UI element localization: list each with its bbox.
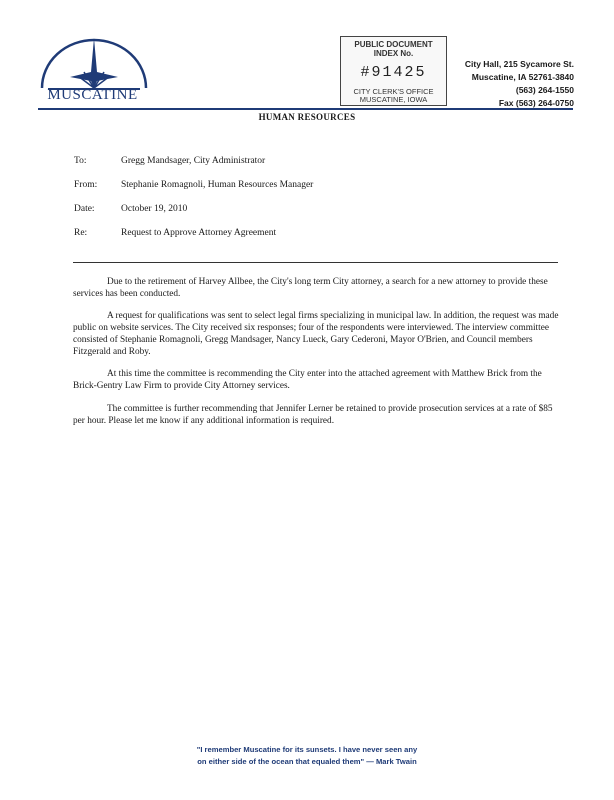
stamp-title-line-1: PUBLIC DOCUMENT [354, 40, 433, 49]
stamp-title [341, 40, 446, 58]
address-line-1: City Hall, 215 Sycamore St. [464, 59, 574, 69]
body-paragraph-2: A request for qualifications was sent to select legal firms specializing in municipal law. In addition, the request was made public on website services. The City received six responses; four of the respondents were interviewed. The interview committee consisted of Stephanie Romagnoli, Gregg Mandsager, Nancy Lueck, Gary Cederoni, Mayor O'Brien, and Council members Fitzgerald and Roby. [73, 311, 559, 357]
memo-from-label: From: [74, 180, 98, 190]
department-title: HUMAN RESOURCES [258, 112, 356, 122]
memo-date-label: Date: [74, 204, 95, 214]
logo-star-icon [70, 38, 118, 88]
memo-to-value: Gregg Mandsager, City Administrator [121, 156, 266, 166]
memo-re-value: Request to Approve Attorney Agreement [121, 228, 277, 238]
logo-text: MUSCATINE [47, 87, 138, 103]
stamp-index-number: #91425 [360, 64, 427, 81]
phone-number: (563) 264-1550 [515, 85, 574, 95]
stamp-office-line-2: MUSCATINE, IOWA [359, 95, 428, 104]
footer-quote [0, 744, 614, 768]
footer-quote-line-1: "I remember Muscatine for its sunsets. I have never seen any [196, 745, 418, 754]
memo-divider [73, 262, 558, 263]
fax-number: Fax (563) 264-0750 [498, 98, 574, 108]
body-paragraph-3: At this time the committee is recommending the City enter into the attached agreement with Matthew Brick from the Brick-Gentry Law Firm to provide City Attorney services. [73, 369, 542, 391]
stamp-office [341, 88, 446, 104]
city-hall-address [452, 58, 574, 110]
memo-date-value: October 19, 2010 [121, 204, 188, 214]
memo-re-label: Re: [74, 228, 88, 238]
memo-from-value: Stephanie Romagnoli, Human Resources Manager [121, 180, 314, 190]
address-line-2: Muscatine, IA 52761-3840 [471, 72, 574, 82]
body-paragraph-4: The committee is further recommending that Jennifer Lerner be retained to provide prosecution services at a rate of $85 per hour. Please let me know if any additional information is required. [73, 404, 553, 426]
footer-quote-line-2: on either side of the ocean that equaled them" — Mark Twain [197, 757, 417, 766]
stamp-office-line-1: CITY CLERK'S OFFICE [353, 87, 434, 96]
header-rule [38, 108, 573, 110]
public-document-stamp [340, 36, 447, 106]
memo-to-label: To: [74, 156, 87, 166]
stamp-title-line-2: INDEX No. [373, 49, 414, 58]
body-paragraph-1: Due to the retirement of Harvey Allbee, the City's long term City attorney, a search for a new attorney to provide these services has been conducted. [73, 277, 548, 299]
